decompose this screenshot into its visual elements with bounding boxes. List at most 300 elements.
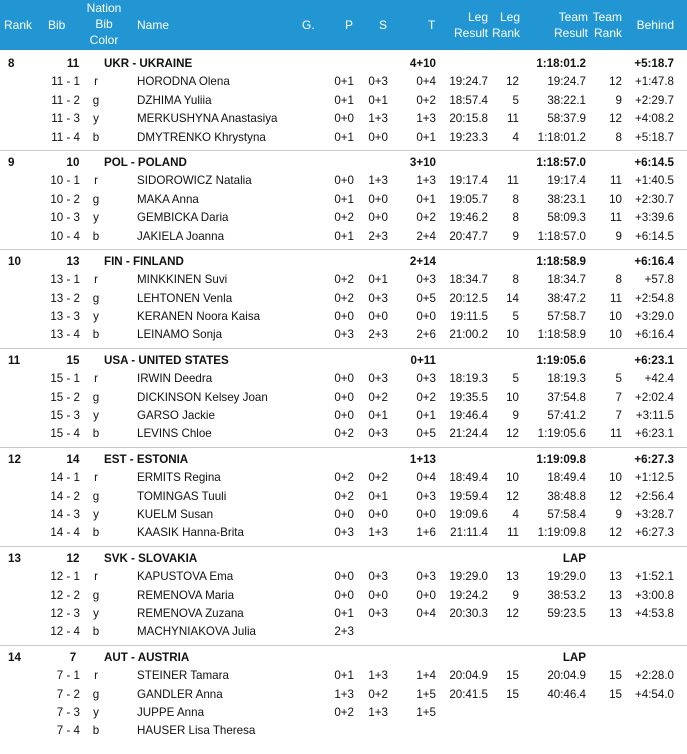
leg-row	[0, 587, 687, 605]
athlete-name: HORODNA Olena	[137, 75, 230, 89]
leg-bib-color: g	[92, 192, 100, 206]
leg-rank: 13	[506, 570, 519, 584]
leg-bib-color: r	[94, 174, 98, 188]
standing-shooting: 0+1	[368, 93, 388, 107]
leg-team-rank: 7	[615, 390, 622, 404]
header-team-result	[540, 9, 588, 41]
leg-result: 19:23.3	[449, 130, 488, 144]
leg-row	[0, 92, 687, 110]
leg-row	[0, 722, 687, 740]
prone-shooting: 0+0	[334, 310, 354, 324]
standing-shooting: 0+3	[368, 570, 388, 584]
leg-behind: +1:40.5	[634, 174, 674, 188]
leg-row	[0, 425, 687, 443]
total-shooting: 0+4	[416, 75, 436, 89]
leg-behind: +4:08.2	[634, 112, 674, 126]
header-name: Name	[137, 18, 170, 32]
athlete-name: GARSO Jackie	[137, 409, 215, 423]
leg-team-rank: 9	[615, 507, 622, 521]
team-row	[0, 55, 687, 73]
header-behind: Behind	[636, 18, 674, 32]
leg-bib-color: g	[92, 390, 100, 404]
leg-team-rank: 10	[609, 192, 622, 206]
athlete-name: JAKIELA Joanna	[137, 229, 225, 243]
athlete-name: TOMINGAS Tuuli	[137, 489, 227, 503]
leg-team-result: 57:58.7	[547, 310, 586, 324]
prone-shooting: 1+3	[334, 687, 354, 701]
leg-result: 18:19.3	[449, 372, 488, 386]
leg-rank: 4	[512, 130, 519, 144]
leg-result: 18:34.7	[449, 273, 488, 287]
leg-bib-color: r	[94, 75, 98, 89]
leg-bib-color: b	[92, 625, 100, 639]
leg-row	[0, 605, 687, 623]
header-color: Color	[89, 33, 119, 47]
leg-row	[0, 469, 687, 487]
total-shooting: 0+2	[416, 390, 436, 404]
leg-team-rank: 12	[609, 75, 622, 89]
total-shooting: 2+6	[416, 328, 436, 342]
leg-bib: 14 - 3	[50, 507, 80, 521]
leg-bib: 7 - 4	[56, 724, 80, 738]
team-result: 1:19:05.6	[536, 353, 586, 367]
leg-rank: 10	[506, 328, 519, 342]
prone-shooting: 0+1	[334, 75, 354, 89]
leg-team-result: 58:37.9	[547, 112, 586, 126]
leg-behind: +1:47.8	[634, 75, 674, 89]
leg-rank: 9	[512, 588, 519, 602]
leg-team-result: 38:22.1	[547, 93, 586, 107]
standing-shooting: 0+3	[368, 372, 388, 386]
leg-bib-color: b	[92, 427, 100, 441]
prone-shooting: 0+2	[334, 273, 354, 287]
leg-team-result: 40:46.4	[547, 687, 586, 701]
leg-rank: 11	[506, 112, 519, 126]
prone-shooting: 0+1	[334, 229, 354, 243]
leg-team-rank: 11	[609, 427, 622, 441]
total-shooting: 1+5	[416, 687, 436, 701]
leg-rank: 10	[506, 471, 519, 485]
leg-row	[0, 704, 687, 722]
leg-result: 20:47.7	[449, 229, 488, 243]
leg-behind: +3:11.5	[635, 409, 674, 423]
leg-bib-color: b	[92, 328, 100, 342]
leg-result: 18:49.4	[449, 471, 488, 485]
leg-result: 19:29.0	[449, 570, 488, 584]
standing-shooting: 0+0	[368, 130, 388, 144]
leg-rank: 9	[512, 229, 519, 243]
team-nation: UKR - UKRAINE	[104, 57, 193, 70]
prone-shooting: 0+2	[334, 291, 354, 305]
leg-team-result: 19:17.4	[547, 174, 586, 188]
leg-bib-color: r	[94, 471, 98, 485]
prone-shooting: 0+1	[334, 192, 354, 206]
prone-shooting: 0+1	[334, 669, 354, 683]
leg-bib: 14 - 1	[50, 471, 80, 485]
leg-result: 21:24.4	[449, 427, 488, 441]
team-bib: 10	[66, 155, 80, 169]
leg-row	[0, 308, 687, 326]
prone-shooting: 0+2	[334, 489, 354, 503]
leg-team-rank: 10	[609, 328, 622, 342]
leg-team-rank: 11	[609, 211, 622, 225]
team-bib: 7	[69, 650, 77, 664]
leg-bib: 11 - 1	[51, 75, 80, 89]
athlete-name: MAKA Anna	[137, 192, 199, 206]
team-rank: 12	[8, 452, 21, 466]
header-team-result-line2: Result	[553, 26, 588, 40]
prone-shooting: 0+2	[334, 427, 354, 441]
leg-bib: 7 - 1	[56, 669, 80, 683]
leg-team-result: 38:53.2	[547, 588, 586, 602]
leg-team-result: 20:04.9	[547, 669, 586, 683]
total-shooting: 0+5	[416, 427, 436, 441]
leg-rank: 12	[506, 75, 519, 89]
total-shooting: 0+1	[416, 192, 436, 206]
leg-bib: 13 - 3	[50, 310, 80, 324]
standing-shooting: 0+2	[368, 471, 388, 485]
leg-behind: +2:28.0	[634, 669, 674, 683]
leg-bib: 7 - 3	[56, 705, 80, 719]
prone-shooting: 0+0	[334, 409, 354, 423]
team-behind: +5:18.7	[634, 57, 674, 70]
total-shooting: 0+0	[416, 507, 436, 521]
leg-team-rank: 10	[609, 310, 622, 324]
total-shooting: 0+0	[416, 310, 436, 324]
leg-team-result: 1:18:57.0	[537, 229, 586, 243]
prone-shooting: 0+3	[334, 526, 354, 540]
leg-rank: 10	[506, 390, 519, 404]
header-leg-result	[440, 9, 488, 41]
leg-row	[0, 407, 687, 425]
header-rank: Rank	[4, 18, 33, 32]
leg-bib-color: r	[94, 273, 98, 287]
athlete-name: LEVINS Chloe	[137, 427, 212, 441]
total-shooting: 0+3	[416, 372, 436, 386]
leg-result: 19:35.5	[449, 390, 488, 404]
leg-behind: +5:18.7	[634, 130, 674, 144]
prone-shooting: 0+0	[334, 112, 354, 126]
header-g: G.	[302, 18, 315, 32]
athlete-name: HAUSER Lisa Theresa	[137, 724, 256, 738]
team-total-penalties: 3+10	[409, 155, 436, 169]
header-team-rank-line1: Team	[592, 10, 622, 24]
leg-behind: +3:39.6	[634, 211, 674, 225]
leg-behind: +2:30.7	[634, 192, 674, 206]
leg-behind: +6:16.4	[634, 328, 674, 342]
standing-shooting: 1+3	[368, 669, 388, 683]
athlete-name: REMENOVA Zuzana	[137, 606, 244, 620]
leg-team-rank: 8	[615, 273, 622, 287]
team-total-penalties: 4+10	[409, 57, 436, 70]
leg-behind: +6:23.1	[634, 427, 674, 441]
leg-result: 19:11.5	[450, 310, 488, 324]
total-shooting: 0+1	[416, 409, 436, 423]
leg-bib: 10 - 4	[50, 229, 80, 243]
standing-shooting: 0+3	[368, 75, 388, 89]
team-behind: +6:14.5	[634, 155, 674, 169]
team-total-penalties: 1+13	[409, 452, 436, 466]
team-bib: 15	[66, 353, 80, 367]
header-bib-sub: Bib	[95, 17, 113, 31]
total-shooting: 0+3	[416, 570, 436, 584]
leg-result: 21:11.4	[450, 526, 488, 540]
leg-behind: +2:54.8	[634, 291, 674, 305]
leg-team-rank: 9	[615, 93, 622, 107]
header-nation-bib-color	[82, 0, 126, 48]
leg-row	[0, 667, 687, 685]
leg-team-rank: 13	[609, 588, 622, 602]
prone-shooting: 0+0	[334, 174, 354, 188]
team-behind: +6:23.1	[634, 353, 674, 367]
leg-bib-color: b	[92, 130, 100, 144]
leg-bib-color: y	[93, 211, 99, 225]
leg-bib-color: r	[94, 669, 98, 683]
standing-shooting: 0+0	[368, 192, 388, 206]
team-nation: POL - POLAND	[104, 155, 187, 169]
team-result: 1:18:57.0	[536, 155, 586, 169]
leg-team-rank: 12	[609, 489, 622, 503]
leg-result: 19:05.7	[449, 192, 488, 206]
standing-shooting: 0+1	[368, 273, 388, 287]
leg-result: 20:30.3	[449, 606, 488, 620]
team-nation: USA - UNITED STATES	[104, 353, 229, 367]
leg-team-result: 57:58.4	[547, 507, 586, 521]
header-nation: Nation	[86, 1, 122, 15]
leg-bib: 10 - 2	[50, 192, 80, 206]
leg-team-result: 59:23.5	[547, 606, 586, 620]
leg-result: 20:12.5	[449, 291, 488, 305]
leg-team-rank: 15	[609, 669, 622, 683]
leg-row	[0, 129, 687, 147]
team-total-penalties: 0+11	[410, 353, 436, 367]
header-p: P	[345, 18, 354, 32]
leg-team-result: 1:19:05.6	[537, 427, 586, 441]
leg-team-result: 18:19.3	[547, 372, 586, 386]
athlete-name: KAASIK Hanna-Brita	[137, 526, 244, 540]
leg-team-rank: 8	[615, 130, 622, 144]
leg-behind: +42.4	[644, 372, 674, 386]
leg-behind: +3:28.7	[634, 507, 674, 521]
team-nation: AUT - AUSTRIA	[104, 650, 190, 664]
team-result: 1:19:09.8	[536, 452, 586, 466]
team-rank: 10	[8, 254, 21, 268]
leg-team-result: 18:34.7	[547, 273, 586, 287]
athlete-name: MERKUSHYNA Anastasiya	[137, 112, 278, 126]
leg-behind: +4:53.8	[634, 606, 674, 620]
prone-shooting: 0+2	[334, 471, 354, 485]
team-nation: EST - ESTONIA	[104, 452, 189, 466]
leg-behind: +6:14.5	[634, 229, 674, 243]
athlete-name: KUELM Susan	[137, 507, 214, 521]
leg-row	[0, 389, 687, 407]
leg-result: 18:57.4	[449, 93, 488, 107]
prone-shooting: 0+0	[334, 507, 354, 521]
leg-result: 19:24.2	[449, 588, 488, 602]
standing-shooting: 0+0	[368, 211, 388, 225]
total-shooting: 0+4	[416, 606, 436, 620]
leg-bib: 11 - 3	[51, 112, 80, 126]
team-bib: 13	[66, 254, 80, 268]
prone-shooting: 2+3	[334, 625, 354, 639]
team-nation: SVK - SLOVAKIA	[104, 551, 198, 565]
leg-row	[0, 488, 687, 506]
leg-team-rank: 13	[609, 570, 622, 584]
athlete-name: MACHYNIAKOVA Julia	[137, 625, 256, 639]
total-shooting: 0+0	[416, 588, 436, 602]
leg-team-result: 57:41.2	[547, 409, 586, 423]
leg-behind: +2:29.7	[634, 93, 674, 107]
leg-bib-color: b	[92, 526, 100, 540]
header-leg-rank	[490, 9, 520, 41]
leg-bib-color: y	[93, 606, 99, 620]
leg-team-result: 19:29.0	[547, 570, 586, 584]
team-bib: 12	[66, 551, 80, 565]
standing-shooting: 1+3	[368, 705, 388, 719]
leg-row	[0, 110, 687, 128]
leg-result: 20:15.8	[449, 112, 488, 126]
total-shooting: 0+3	[416, 489, 436, 503]
leg-team-rank: 12	[609, 526, 622, 540]
athlete-name: MINKKINEN Suvi	[137, 273, 228, 287]
standing-shooting: 1+3	[368, 112, 388, 126]
results-table-header	[0, 0, 687, 50]
prone-shooting: 0+2	[334, 705, 354, 719]
standing-shooting: 1+3	[368, 526, 388, 540]
athlete-name: SIDOROWICZ Natalia	[137, 174, 252, 188]
leg-rank: 12	[506, 606, 519, 620]
standing-shooting: 0+0	[368, 507, 388, 521]
team-row	[0, 352, 687, 370]
leg-bib: 11 - 2	[51, 93, 80, 107]
team-result: 1:18:58.9	[536, 254, 586, 268]
athlete-name: KAPUSTOVA Ema	[137, 570, 234, 584]
leg-row	[0, 228, 687, 246]
header-s: S	[379, 18, 388, 32]
leg-bib-color: g	[92, 291, 100, 305]
team-row	[0, 253, 687, 271]
team-behind: +6:16.4	[634, 254, 674, 268]
athlete-name: REMENOVA Maria	[137, 588, 235, 602]
team-bib: 11	[66, 57, 80, 70]
team-bib: 14	[66, 452, 80, 466]
leg-team-rank: 9	[615, 229, 622, 243]
team-result: 1:18:01.2	[536, 57, 586, 70]
leg-bib: 13 - 2	[50, 291, 80, 305]
leg-behind: +3:00.8	[634, 588, 674, 602]
leg-team-rank: 15	[609, 687, 622, 701]
total-shooting: 0+4	[416, 471, 436, 485]
leg-result: 19:46.2	[449, 211, 488, 225]
leg-row	[0, 326, 687, 344]
leg-result: 21:00.2	[449, 328, 488, 342]
athlete-name: IRWIN Deedra	[137, 372, 213, 386]
athlete-name: KERANEN Noora Kaisa	[137, 310, 261, 324]
standing-shooting: 0+0	[368, 310, 388, 324]
leg-rank: 9	[512, 409, 519, 423]
total-shooting: 0+2	[416, 93, 436, 107]
leg-team-result: 1:18:01.2	[537, 130, 586, 144]
prone-shooting: 0+1	[334, 93, 354, 107]
leg-rank: 15	[506, 687, 519, 701]
leg-result: 19:17.4	[449, 174, 488, 188]
leg-bib-color: g	[92, 687, 100, 701]
team-result: LAP	[562, 551, 586, 565]
leg-bib-color: y	[93, 310, 99, 324]
leg-behind: +2:02.4	[634, 390, 674, 404]
leg-behind: +2:56.4	[634, 489, 674, 503]
leg-behind: +1:12.5	[634, 471, 674, 485]
header-bib: Bib	[48, 18, 66, 32]
leg-row	[0, 172, 687, 190]
team-rank: 8	[8, 57, 15, 70]
standing-shooting: 0+3	[368, 291, 388, 305]
leg-bib-color: y	[93, 705, 99, 719]
total-shooting: 1+6	[416, 526, 436, 540]
leg-bib: 7 - 2	[56, 687, 80, 701]
athlete-name: DMYTRENKO Khrystyna	[137, 130, 266, 144]
leg-row	[0, 290, 687, 308]
leg-bib: 14 - 4	[50, 526, 80, 540]
leg-bib: 13 - 1	[50, 273, 80, 287]
team-rank: 13	[8, 551, 21, 565]
leg-team-result: 19:24.7	[547, 75, 586, 89]
leg-bib-color: y	[93, 112, 99, 126]
total-shooting: 0+2	[416, 211, 436, 225]
standing-shooting: 2+3	[368, 328, 388, 342]
leg-rank: 8	[512, 273, 519, 287]
athlete-name: GEMBICKA Daria	[137, 211, 229, 225]
leg-bib-color: b	[92, 724, 100, 738]
standing-shooting: 0+2	[368, 390, 388, 404]
leg-team-result: 38:47.2	[547, 291, 586, 305]
prone-shooting: 0+1	[334, 130, 354, 144]
leg-rank: 15	[506, 669, 519, 683]
leg-rank: 8	[512, 211, 519, 225]
team-row	[0, 550, 687, 568]
athlete-name: GANDLER Anna	[137, 687, 223, 701]
leg-bib-color: r	[94, 372, 98, 386]
athlete-name: DICKINSON Kelsey Joan	[137, 390, 268, 404]
leg-rank: 12	[506, 427, 519, 441]
leg-behind: +1:52.1	[634, 570, 674, 584]
leg-bib: 10 - 1	[50, 174, 80, 188]
leg-bib-color: g	[92, 588, 100, 602]
leg-bib-color: g	[92, 93, 100, 107]
leg-team-rank: 13	[609, 606, 622, 620]
leg-bib: 10 - 3	[50, 211, 80, 225]
leg-result: 19:24.7	[449, 75, 488, 89]
standing-shooting: 2+3	[368, 229, 388, 243]
standing-shooting: 0+2	[368, 687, 388, 701]
leg-bib: 15 - 1	[50, 372, 80, 386]
team-rank: 9	[8, 155, 15, 169]
prone-shooting: 0+3	[334, 328, 354, 342]
leg-team-rank: 7	[615, 409, 622, 423]
team-total-penalties: 2+14	[409, 254, 436, 268]
leg-rank: 4	[512, 507, 519, 521]
leg-team-rank: 10	[609, 471, 622, 485]
leg-row	[0, 191, 687, 209]
leg-team-result: 38:23.1	[547, 192, 586, 206]
standing-shooting: 0+1	[368, 409, 388, 423]
total-shooting: 0+3	[416, 273, 436, 287]
leg-team-result: 37:54.8	[547, 390, 586, 404]
total-shooting: 1+5	[416, 705, 436, 719]
leg-behind: +3:29.0	[634, 310, 674, 324]
prone-shooting: 0+0	[334, 390, 354, 404]
team-nation: FIN - FINLAND	[104, 254, 184, 268]
